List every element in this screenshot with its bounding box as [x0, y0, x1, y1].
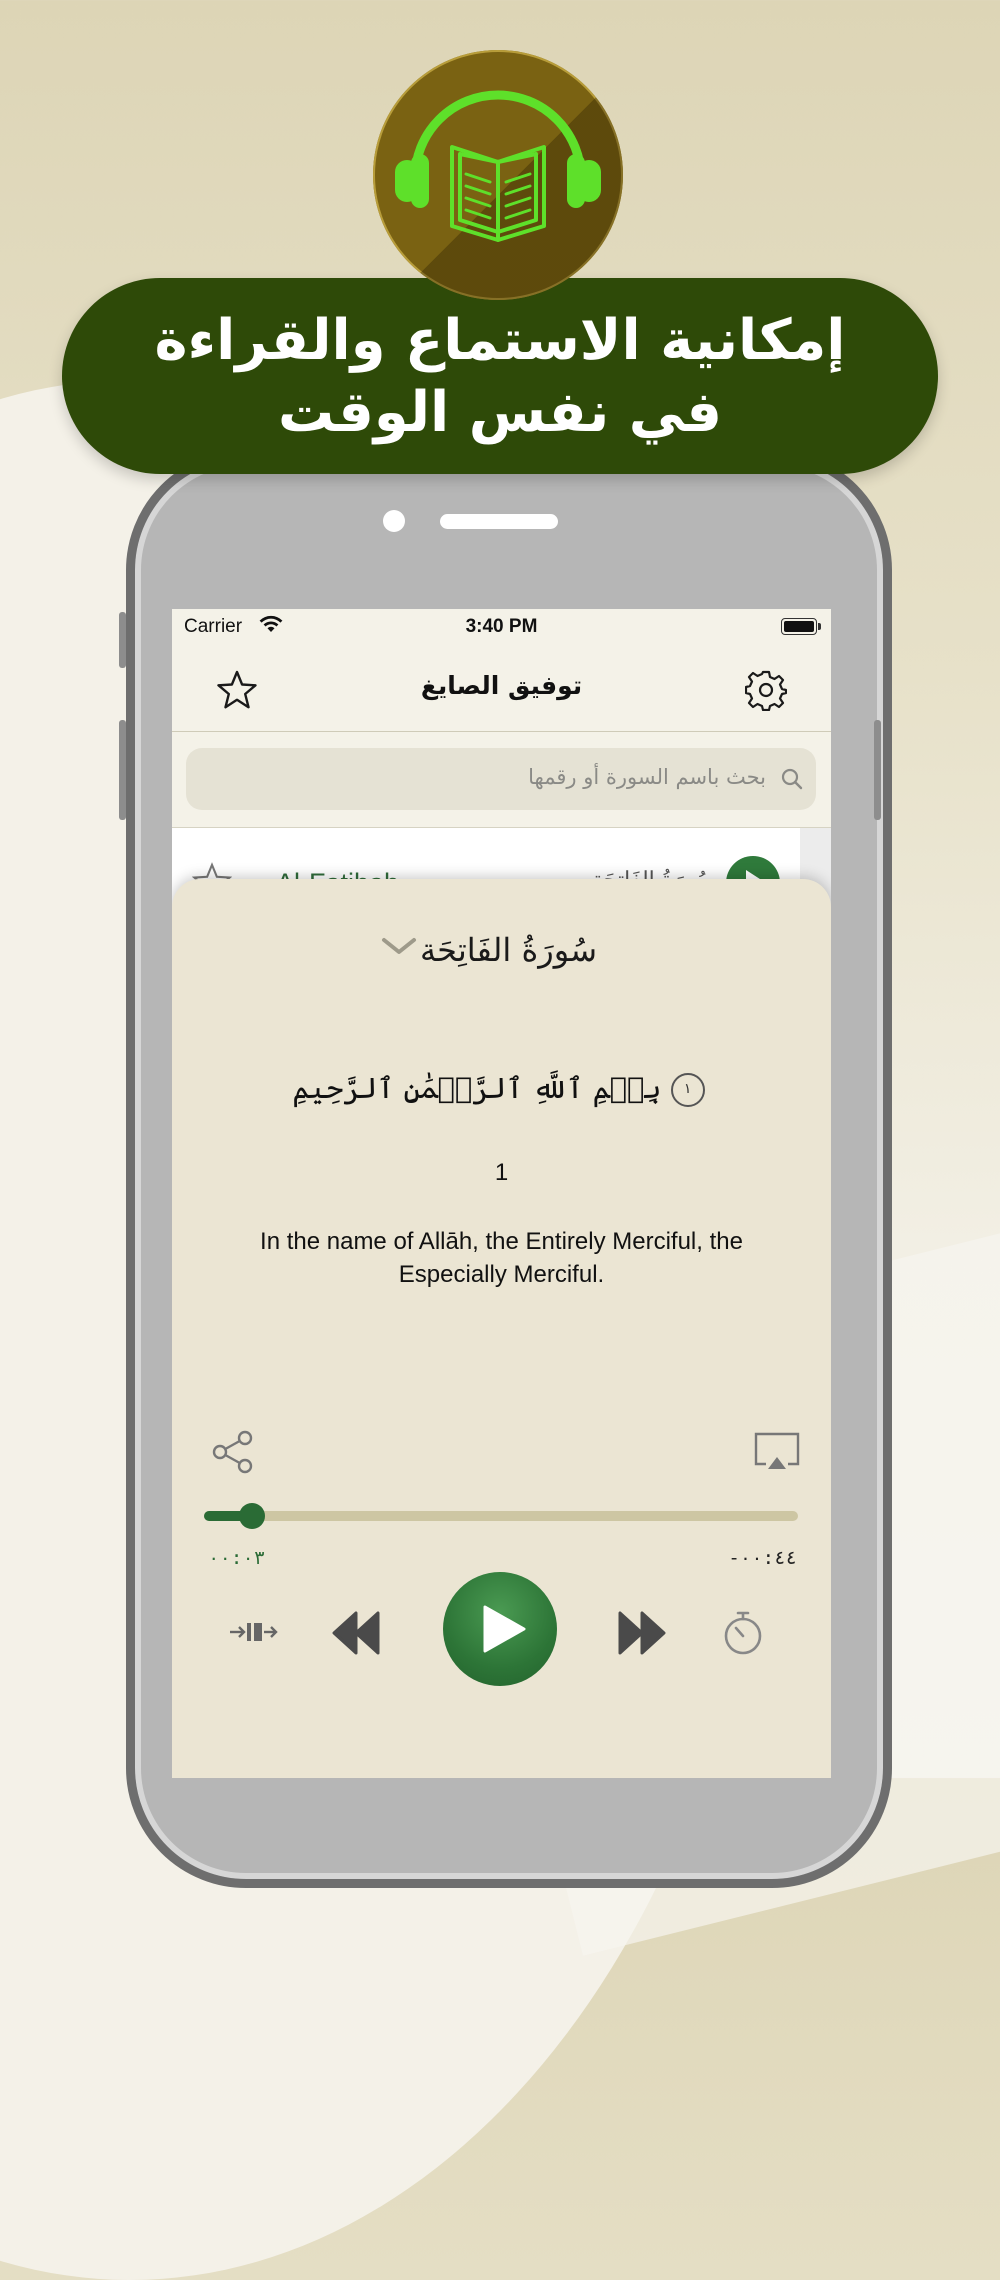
settings-gear-icon[interactable]	[745, 669, 787, 715]
banner-line-2: في نفس الوقت	[277, 380, 723, 445]
page-title: توفيق الصايغ	[420, 671, 583, 700]
share-icon[interactable]	[210, 1429, 256, 1479]
now-playing-sheet	[172, 879, 831, 1778]
verse-translation: In the name of Allāh, the Entirely Merciful, the Especially Merciful.	[260, 1228, 743, 1288]
phone-volume-button	[119, 612, 126, 668]
clock: 3:40 PM	[465, 616, 538, 637]
status-bar	[172, 609, 831, 645]
verse-number: 1	[494, 1159, 509, 1186]
carrier-label: Carrier	[184, 616, 243, 637]
fast-forward-icon[interactable]	[616, 1609, 666, 1661]
verse-arabic-text	[172, 1071, 831, 1107]
progress-slider[interactable]	[204, 1511, 798, 1521]
progress-knob[interactable]	[239, 1503, 265, 1529]
phone-speaker	[440, 514, 558, 529]
battery-icon	[781, 618, 817, 635]
search-bar	[172, 732, 831, 828]
banner-line-1: إمكانية الاستماع والقراءة	[154, 308, 846, 373]
nav-bar	[172, 645, 831, 732]
headphones-book-icon	[373, 50, 623, 300]
repeat-range-icon[interactable]	[228, 1619, 278, 1649]
phone-camera	[383, 510, 405, 532]
phone-power-button	[874, 720, 881, 820]
feature-banner	[62, 278, 938, 474]
time-elapsed: ٠٠:٠٣	[208, 1547, 266, 1569]
ayah-number-marker: ١	[671, 1073, 705, 1107]
surah-title: سُورَةُ الفَاتِحَة	[420, 931, 598, 969]
time-remaining: -٠٠:٤٤	[728, 1547, 797, 1569]
airplay-icon[interactable]	[753, 1431, 801, 1477]
verse-arabic: بِسۡمِ ٱللَّهِ ٱلرَّحۡمَٰنِ ٱلرَّحِيمِ	[292, 1071, 662, 1105]
chevron-down-icon[interactable]	[380, 935, 418, 961]
phone-volume-button-2	[119, 720, 126, 820]
app-screen	[172, 609, 831, 1778]
app-logo-badge	[373, 50, 623, 300]
play-button[interactable]	[443, 1572, 557, 1686]
sleep-timer-icon[interactable]	[720, 1609, 766, 1661]
rewind-icon[interactable]	[332, 1609, 382, 1661]
search-input[interactable]	[186, 748, 816, 810]
search-placeholder: بحث باسم السورة أو رقمها	[528, 765, 766, 789]
search-icon	[780, 767, 804, 795]
